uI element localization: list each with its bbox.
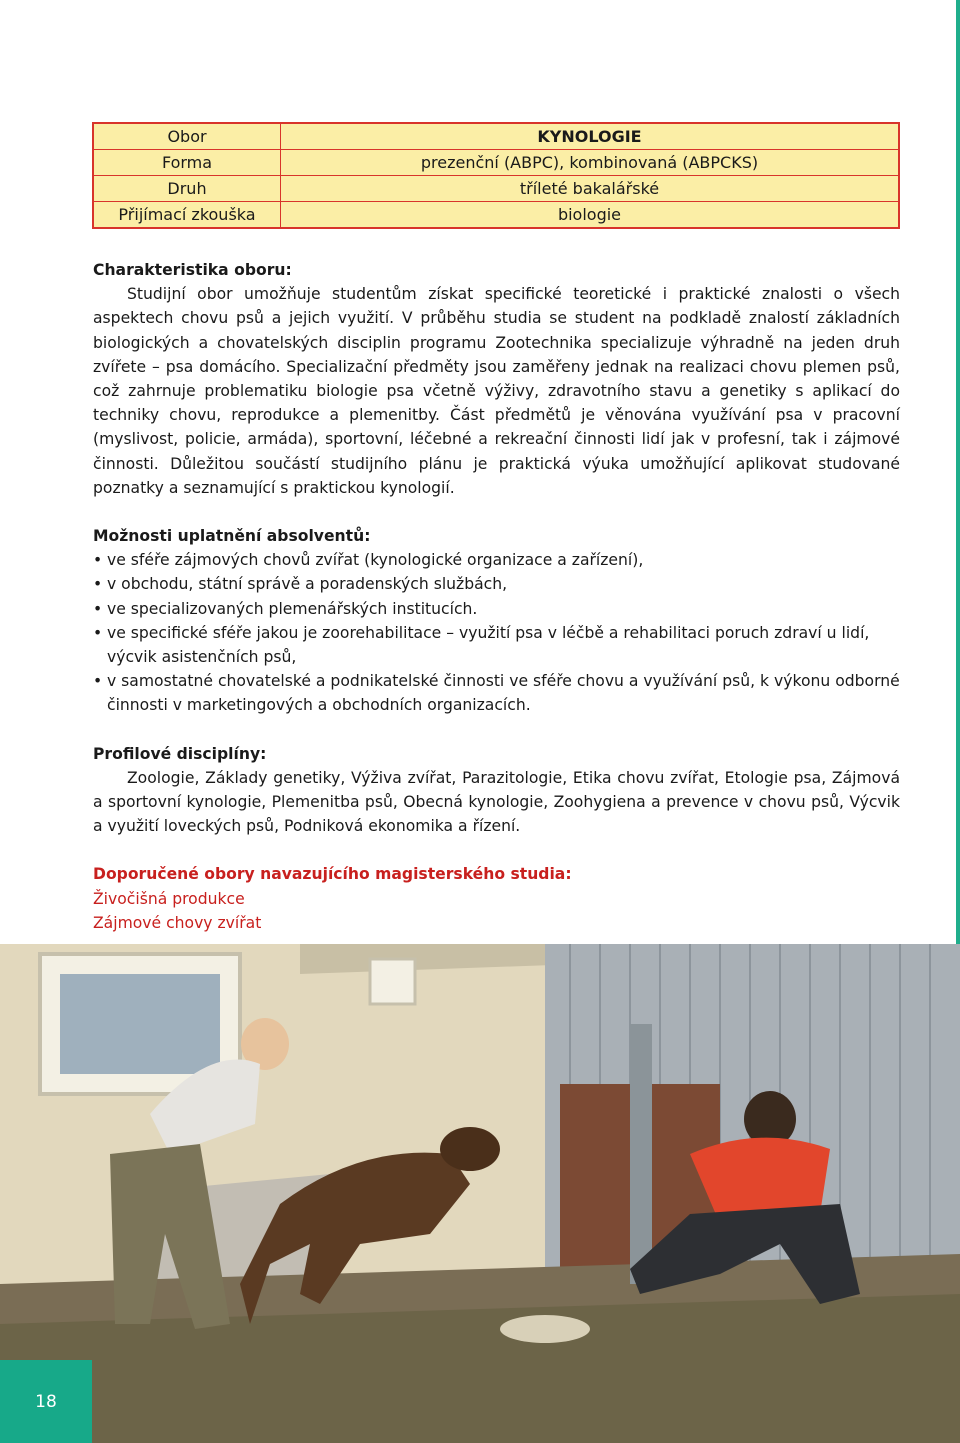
table-value: KYNOLOGIE	[281, 123, 900, 150]
section-heading-profilove: Profilové disciplíny:	[93, 744, 267, 763]
list-item: • ve specifické sféře jakou je zoorehabilitace – využití psa v léčbě a rehabilitaci poruch zdraví u lidí, výcvik asistenčních psů,	[93, 621, 900, 669]
doporucene-link-1[interactable]: Živočišná produkce	[93, 889, 245, 908]
doporucene-link-2[interactable]: Zájmové chovy zvířat	[93, 913, 262, 932]
page-number: 18	[35, 1391, 57, 1412]
table-label: Forma	[93, 150, 281, 176]
table-label: Obor	[93, 123, 281, 150]
moznosti-list	[93, 548, 900, 717]
table-value: prezenční (ABPC), kombinovaná (ABPCKS)	[281, 150, 900, 176]
list-item: • v samostatné chovatelské a podnikatelské činnosti ve sféře chovu a využívání psů, k výkonu odborné činnosti v marketingových a obchodních organizacích.	[93, 669, 900, 717]
section-heading-doporucene: Doporučené obory navazujícího magisterského studia:	[93, 865, 572, 884]
dog-training-photo	[0, 944, 960, 1443]
list-item: • v obchodu, státní správě a poradenských službách,	[93, 572, 900, 596]
main-content	[93, 258, 900, 935]
section-heading-moznosti: Možnosti uplatnění absolventů:	[93, 527, 371, 546]
table-value: biologie	[281, 202, 900, 229]
study-info-table	[92, 122, 900, 229]
list-item: • ve sféře zájmových chovů zvířat (kynologické organizace a zařízení),	[93, 548, 900, 572]
page-number-badge	[0, 1360, 92, 1443]
table-label: Druh	[93, 176, 281, 202]
table-row	[93, 123, 899, 150]
list-item: • ve specializovaných plemenářských institucích.	[93, 597, 900, 621]
table-row	[93, 176, 899, 202]
table-row	[93, 202, 899, 229]
profilove-text: Zoologie, Základy genetiky, Výživa zvířat, Parazitologie, Etika chovu zvířat, Etologie psa, Zájmová a sportovní kynologie, Plemenitba psů, Obecná kynologie, Zoohygiena a prevence v chovu psů, Výcvik a využití loveckých psů, Podniková ekonomika a řízení.	[93, 768, 900, 836]
charakteristika-text: Studijní obor umožňuje studentům získat specifické teoretické i praktické znalosti o všech aspektech chovu psů a jejich využití. V průběhu studia se student na podkladě znalostí základních biologických a chovatelských disciplin programu Zootechnika specializuje výhradně na jeden druh zvířete – psa domácího. Specializační předměty jsou zaměřeny jednak na realizaci chovu plemen psů, což zahrnuje problematiku biologie psa včetně výživy, zdravotního stavu a genetiky s aplikací do techniky chovu, reprodukce a plemenitby. Část předmětů je věnována využívání psa v pracovní (myslivost, policie, armáda), sportovní, léčebné a rekreační činnosti lidí jak v profesní, tak i zájmové činnosti. Důležitou součástí studijního plánu je praktická výuka umožňující aplikovat studované poznatky a seznamující s praktickou kynologií.	[93, 285, 900, 497]
table-value: tříleté bakalářské	[281, 176, 900, 202]
table-label: Přijímací zkouška	[93, 202, 281, 229]
table-row	[93, 150, 899, 176]
section-heading-charakteristika: Charakteristika oboru:	[93, 261, 292, 279]
